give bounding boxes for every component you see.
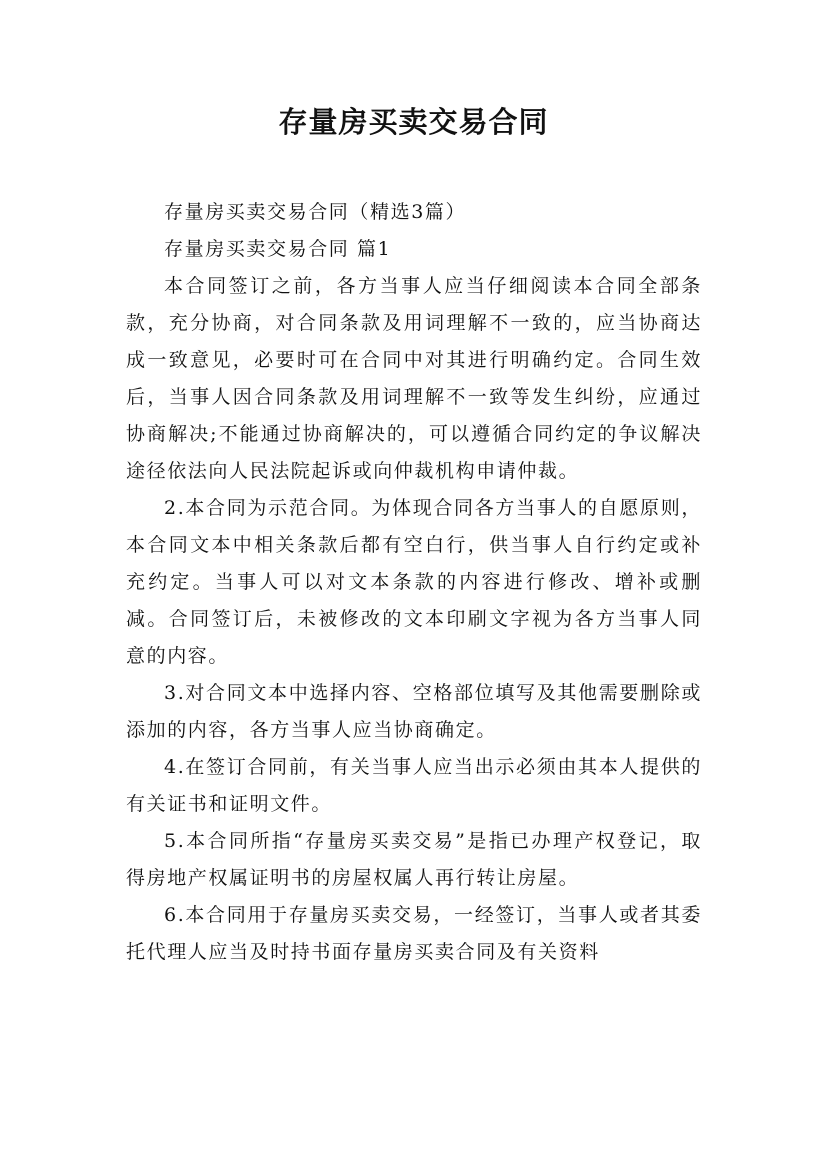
paragraph: 4.在签订合同前，有关当事人应当出示必须由其本人提供的有关证书和证明文件。: [126, 756, 702, 815]
paragraph: 6.本合同用于存量房买卖交易，一经签订，当事人或者其委托代理人应当及时持书面存量房买卖合同及有关资料: [126, 904, 702, 963]
paragraph: 5.本合同所指“存量房买卖交易”是指已办理产权登记，取得房地产权属证明书的房屋权属人再行转让房屋。: [126, 830, 702, 889]
section-heading: 存量房买卖交易合同 篇1: [164, 238, 392, 260]
document-title: 存量房买卖交易合同: [278, 105, 549, 139]
subtitle: 存量房买卖交易合同（精选3篇）: [164, 201, 467, 223]
paragraph: 3.对合同文本中选择内容、空格部位填写及其他需要删除或添加的内容，各方当事人应当协商确定。: [126, 682, 702, 741]
document-body: [126, 194, 702, 971]
paragraph: 2.本合同为示范合同。为体现合同各方当事人的自愿原则，本合同文本中相关条款后都有空白行，供当事人自行约定或补充约定。当事人可以对文本条款的内容进行修改、增补或删减。合同签订后，未被修改的文本印刷文字视为各方当事人同意的内容。: [126, 497, 702, 667]
paragraph: 本合同签订之前，各方当事人应当仔细阅读本合同全部条款，充分协商，对合同条款及用词理解不一致的，应当协商达成一致意见，必要时可在合同中对其进行明确约定。合同生效后，当事人因合同条款及用词理解不一致等发生纠纷，应通过协商解决;不能通过协商解决的，可以遵循合同约定的争议解决途径依法向人民法院起诉或向仲裁机构申请仲裁。: [126, 275, 702, 482]
